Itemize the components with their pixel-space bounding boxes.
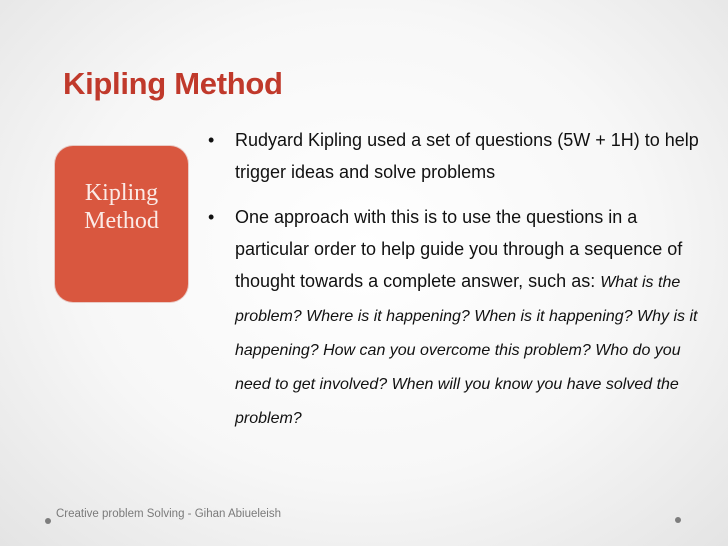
bullet-marker-icon: • bbox=[208, 130, 215, 150]
badge-label-line-1: Kipling bbox=[84, 180, 159, 206]
footer-dot-left-icon bbox=[45, 518, 51, 524]
bullet-marker-icon: • bbox=[208, 207, 215, 227]
kipling-method-badge bbox=[55, 146, 188, 302]
footer-text: Creative problem Solving - Gihan Abiueleish bbox=[56, 508, 282, 520]
badge-label bbox=[84, 179, 159, 235]
footer-dot-right-icon bbox=[675, 517, 681, 523]
bullet-item bbox=[208, 201, 708, 435]
bullet-italic-questions: What is the problem? Where is it happening? When is it happening? Why is it happening? How can you overcome this problem? Who do you need to get involved? When will you know you have solved the problem? bbox=[235, 274, 698, 427]
bullet-item bbox=[208, 124, 708, 188]
bullet-text: Rudyard Kipling used a set of questions (5W + 1H) to help trigger ideas and solve problems bbox=[235, 130, 699, 182]
slide-title: Kipling Method bbox=[63, 66, 283, 101]
bullet-text: One approach with this is to use the questions in a particular order to help guide you through a sequence of thought towards a complete answer, such as: bbox=[235, 207, 683, 291]
bullet-list bbox=[208, 124, 708, 435]
badge-label-line-2: Method bbox=[84, 208, 159, 234]
